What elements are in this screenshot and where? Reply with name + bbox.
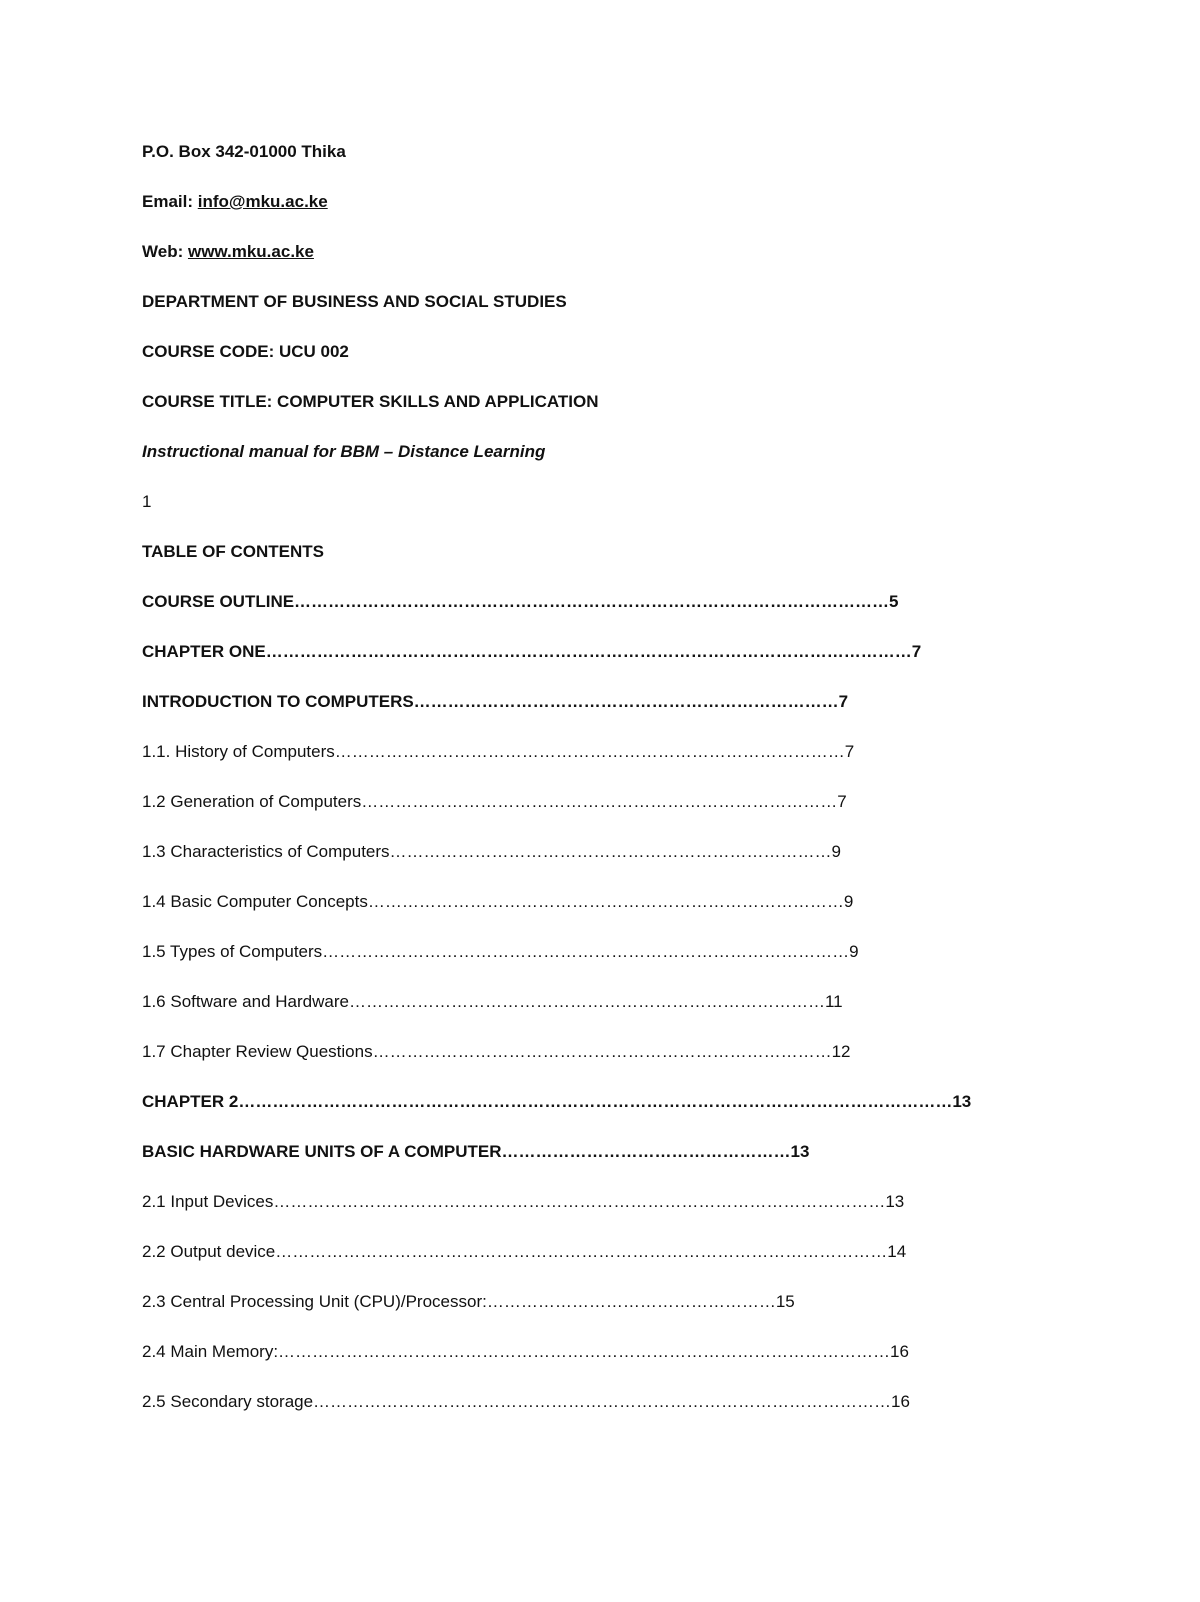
email-label: Email:	[142, 192, 198, 211]
toc-entry-1-4: 1.4 Basic Computer Concepts…………………………………………………………………………9	[142, 892, 854, 911]
page-number: 1	[142, 492, 152, 511]
toc-entry-chapter-one: CHAPTER ONE……………………………………………………………………………………………………7	[142, 642, 922, 661]
toc-entry-2-2: 2.2 Output device………………………………………………………………………………………………14	[142, 1242, 907, 1261]
toc-heading: TABLE OF CONTENTS	[142, 542, 324, 561]
email-link[interactable]: info@mku.ac.ke	[197, 192, 328, 211]
toc-entry-chapter-2: CHAPTER 2………………………………………………………………………………………………………………13	[142, 1092, 972, 1111]
toc-entry-basic-hardware: BASIC HARDWARE UNITS OF A COMPUTER……………………………………………13	[142, 1142, 810, 1161]
toc-entry-1-5: 1.5 Types of Computers…………………………………………………………………………………9	[142, 942, 859, 961]
email-line	[142, 191, 328, 213]
toc-entry-2-1: 2.1 Input Devices………………………………………………………………………………………………13	[142, 1192, 905, 1211]
department-line: DEPARTMENT OF BUSINESS AND SOCIAL STUDIES	[142, 292, 567, 311]
web-label: Web:	[142, 242, 188, 261]
toc-entry-2-4: 2.4 Main Memory:………………………………………………………………………………………………16	[142, 1342, 909, 1361]
address-line: P.O. Box 342-01000 Thika	[142, 142, 346, 161]
web-link[interactable]: www.mku.ac.ke	[187, 242, 314, 261]
toc-entry-1-1: 1.1. History of Computers………………………………………………………………………………7	[142, 742, 855, 761]
toc-entry-introduction: INTRODUCTION TO COMPUTERS…………………………………………………………………7	[142, 692, 849, 711]
web-line	[142, 241, 314, 263]
manual-subtitle: Instructional manual for BBM – Distance Learning	[142, 442, 546, 461]
toc-entry-course-outline: COURSE OUTLINE……………………………………………………………………………………………5	[142, 592, 899, 611]
course-title-line: COURSE TITLE: COMPUTER SKILLS AND APPLICATION	[142, 392, 599, 411]
toc-entry-2-3: 2.3 Central Processing Unit (CPU)/Processor:……………………………………………15	[142, 1292, 795, 1311]
toc-entry-2-5: 2.5 Secondary storage…………………………………………………………………………………………16	[142, 1392, 910, 1411]
course-code-line: COURSE CODE: UCU 002	[142, 342, 349, 361]
toc-entry-1-7: 1.7 Chapter Review Questions………………………………………………………………………12	[142, 1042, 851, 1061]
toc-entry-1-2: 1.2 Generation of Computers…………………………………………………………………………7	[142, 792, 847, 811]
toc-entry-1-3: 1.3 Characteristics of Computers……………………………………………………………………9	[142, 842, 841, 861]
toc-entry-1-6: 1.6 Software and Hardware…………………………………………………………………………11	[142, 992, 843, 1011]
